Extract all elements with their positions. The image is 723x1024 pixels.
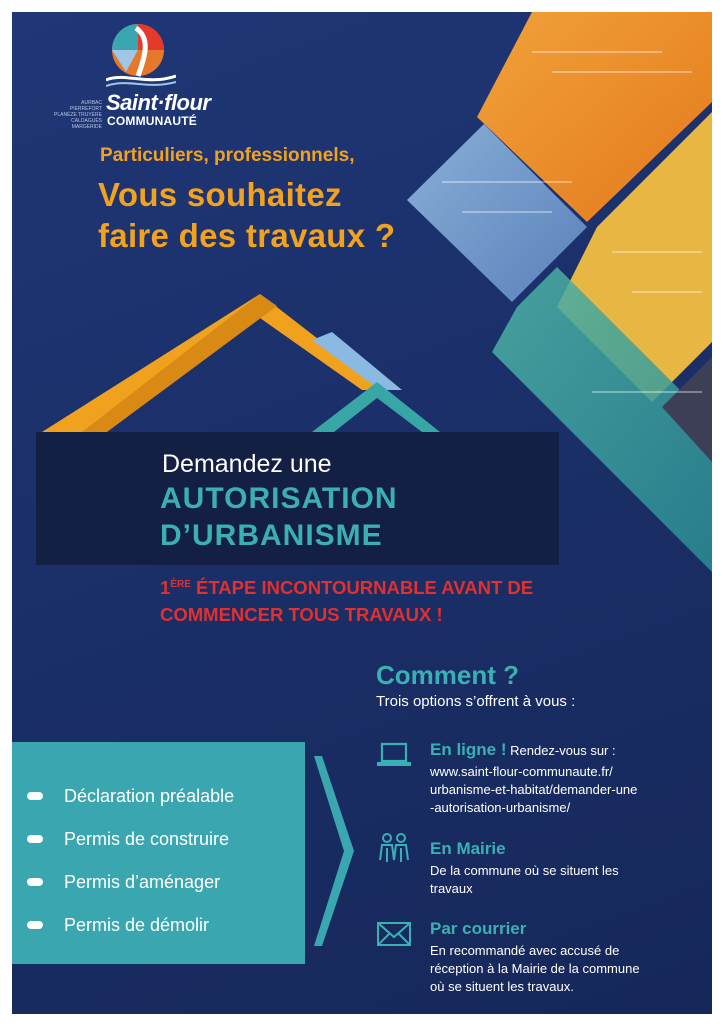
headline-question-line1: Vous souhaitez [98, 176, 342, 213]
bullet-icon [27, 921, 43, 929]
permit-item [27, 911, 209, 939]
people-icon [376, 832, 412, 864]
warning-text: ÉTAPE INCONTOURNABLE AVANT DE [190, 577, 534, 598]
chevron-right-icon [314, 756, 354, 946]
logo-subtitle: COMMUNAUTÉ [107, 114, 197, 128]
warning-line2: COMMENCER TOUS TRAVAUX ! [160, 604, 443, 625]
roof-illustration [12, 282, 462, 442]
option-town-hall-title: En Mairie [430, 839, 506, 858]
roof-orange [42, 294, 384, 432]
bullet-icon [27, 835, 43, 843]
saint-flour-logo [54, 20, 240, 140]
option-text-line: -autorisation-urbanisme/ [430, 800, 571, 815]
bullet-icon [27, 792, 43, 800]
logo-town: CALDAGUÈS MARGERIDE [71, 118, 102, 130]
logo-name: Saint·flour [106, 90, 211, 115]
permit-label: Permis d’aménager [64, 871, 221, 892]
permit-item [27, 868, 220, 896]
option-online-title: En ligne ! [430, 740, 507, 759]
roof-teal [312, 382, 440, 432]
permit-label: Permis de démolir [64, 914, 210, 935]
headline-audience: Particuliers, professionnels, [100, 145, 355, 166]
poster [12, 12, 712, 1014]
warning-line1 [160, 577, 533, 599]
warning-number: 1 [160, 577, 171, 598]
how-subtitle: Trois options s’offrent à vous : [376, 693, 576, 710]
banner-line3: D’URBANISME [160, 519, 383, 552]
headline-question-line2: faire des travaux ? [98, 217, 396, 254]
how-title: Comment ? [376, 660, 519, 690]
warning-ordinal: ÈRE [170, 579, 191, 590]
option-text-line: En recommandé avec accusé de [430, 943, 620, 958]
banner-line2: AUTORISATION [160, 482, 398, 515]
option-online-text [430, 763, 637, 817]
permit-item [27, 825, 229, 853]
laptop-icon [376, 740, 412, 772]
option-text-line: urbanisme-et-habitat/demander-une [430, 782, 638, 797]
option-online [430, 740, 616, 760]
bullet-icon [27, 878, 43, 886]
envelope-icon [376, 918, 412, 950]
option-mail-text [430, 942, 640, 996]
option-text-line: où se situent les travaux. [430, 979, 574, 994]
logo-towns [40, 100, 102, 130]
permit-label: Permis de construire [64, 828, 230, 849]
option-text-line: De la commune où se situent les [430, 863, 619, 878]
option-text-line: www.saint-flour-communaute.fr/ [430, 764, 613, 779]
option-text-line: travaux [430, 881, 473, 896]
option-mail-title: Par courrier [430, 919, 527, 938]
logo-town: PLANÈZE TRUYÈRE [54, 112, 102, 118]
permits-box [12, 742, 305, 964]
option-text-line: réception à la Mairie de la commune [430, 961, 640, 976]
logo-mark-icon [106, 20, 176, 90]
roof-orange-shade [82, 294, 277, 432]
option-online-intro: Rendez-vous sur : [506, 743, 616, 758]
banner-line1: Demandez une [162, 450, 332, 478]
permit-label: Déclaration préalable [64, 785, 235, 806]
permit-item [27, 782, 234, 810]
logo-town: AURBAC [81, 100, 102, 106]
option-town-hall-text [430, 862, 619, 898]
logo-town: PIERREFORT [69, 106, 102, 112]
